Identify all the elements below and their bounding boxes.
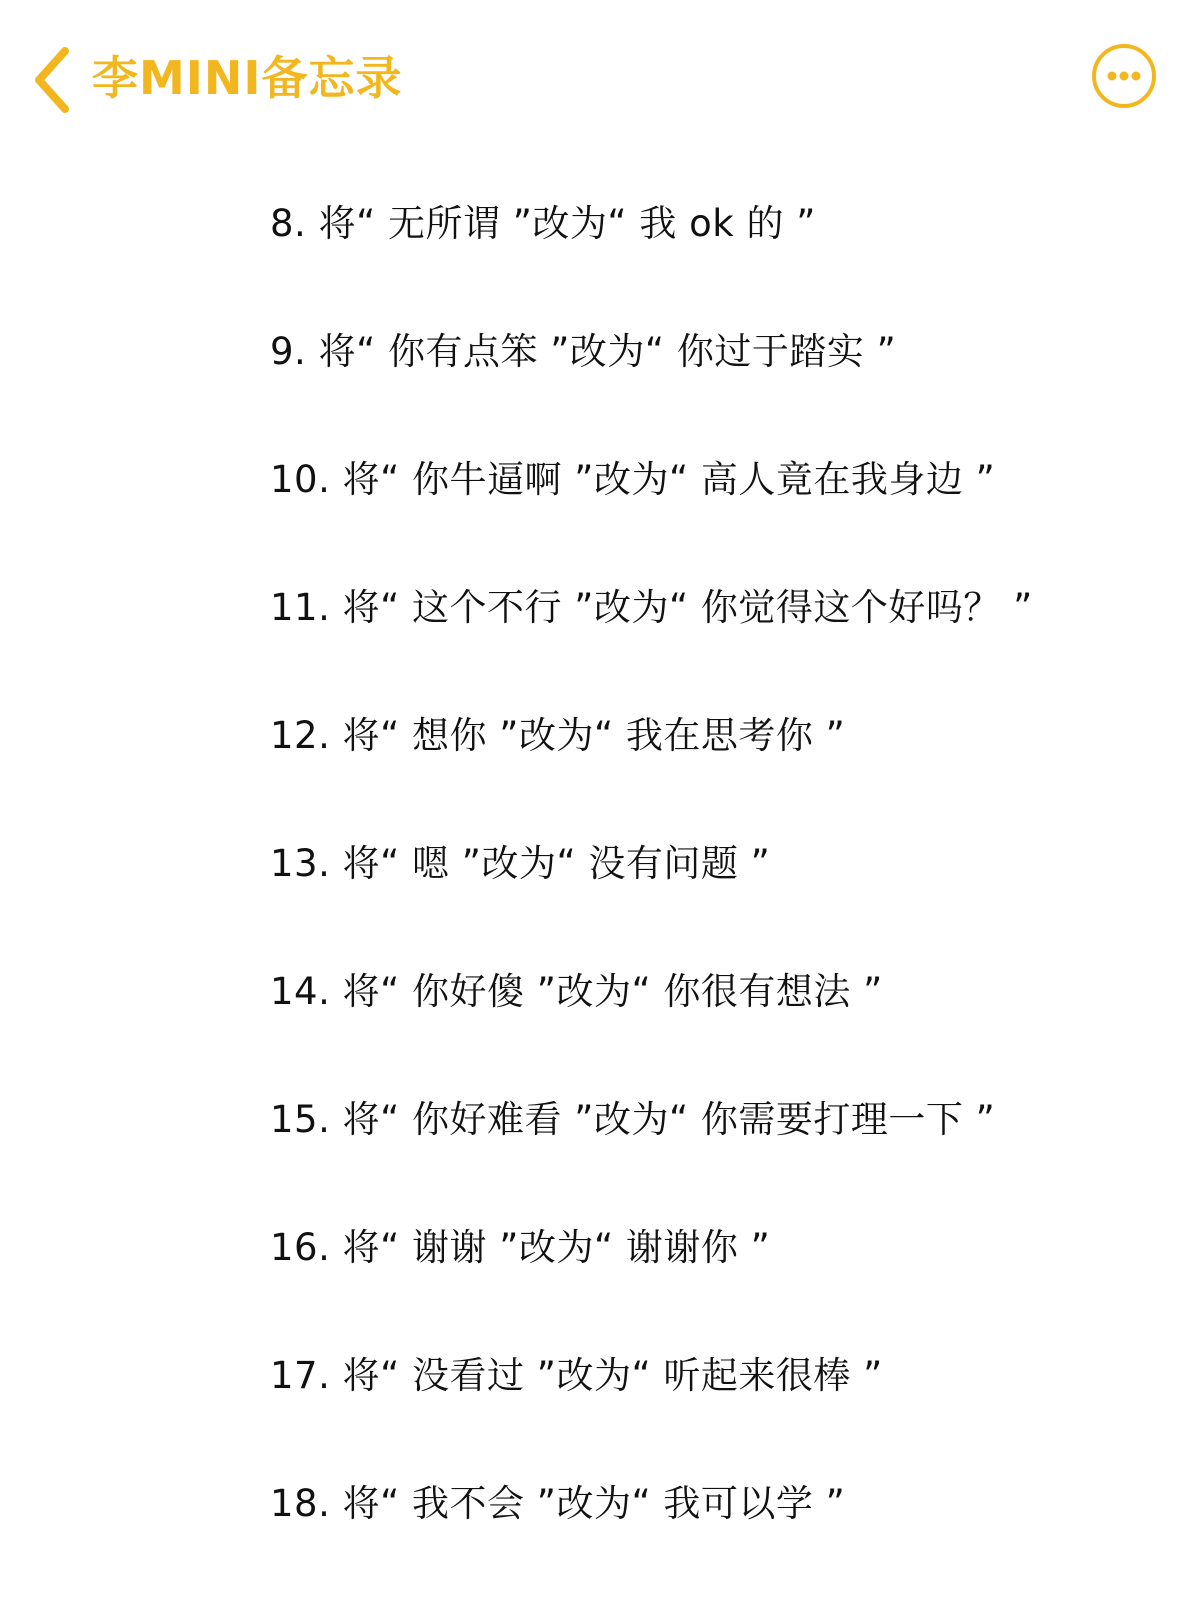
list-item: 9. 将“ 你有点笨 ”改为“ 你过于踏实 ” bbox=[270, 330, 897, 373]
list-item: 16. 将“ 谢谢 ”改为“ 谢谢你 ” bbox=[270, 1226, 771, 1269]
back-button[interactable] bbox=[14, 38, 92, 122]
page-title: 李MINI备忘录 bbox=[92, 51, 403, 105]
list-item: 8. 将“ 无所谓 ”改为“ 我 ok 的 ” bbox=[270, 202, 816, 245]
more-options-button[interactable] bbox=[1092, 44, 1156, 108]
note-body bbox=[270, 160, 1170, 1568]
list-item: 18. 将“ 我不会 ”改为“ 我可以学 ” bbox=[270, 1482, 846, 1525]
list-item: 12. 将“ 想你 ”改为“ 我在思考你 ” bbox=[270, 714, 846, 757]
nav-bar bbox=[0, 0, 1200, 160]
list-item: 10. 将“ 你牛逼啊 ”改为“ 高人竟在我身边 ” bbox=[270, 458, 996, 501]
list-item: 14. 将“ 你好傻 ”改为“ 你很有想法 ” bbox=[270, 970, 883, 1013]
list-item: 15. 将“ 你好难看 ”改为“ 你需要打理一下 ” bbox=[270, 1098, 996, 1141]
list-item: 17. 将“ 没看过 ”改为“ 听起来很棒 ” bbox=[270, 1354, 883, 1397]
ellipsis-icon bbox=[1104, 70, 1144, 82]
list-item: 11. 将“ 这个不行 ”改为“ 你觉得这个好吗？ ” bbox=[270, 586, 1033, 629]
list-item: 13. 将“ 嗯 ”改为“ 没有问题 ” bbox=[270, 842, 771, 885]
chevron-left-icon bbox=[31, 45, 75, 115]
